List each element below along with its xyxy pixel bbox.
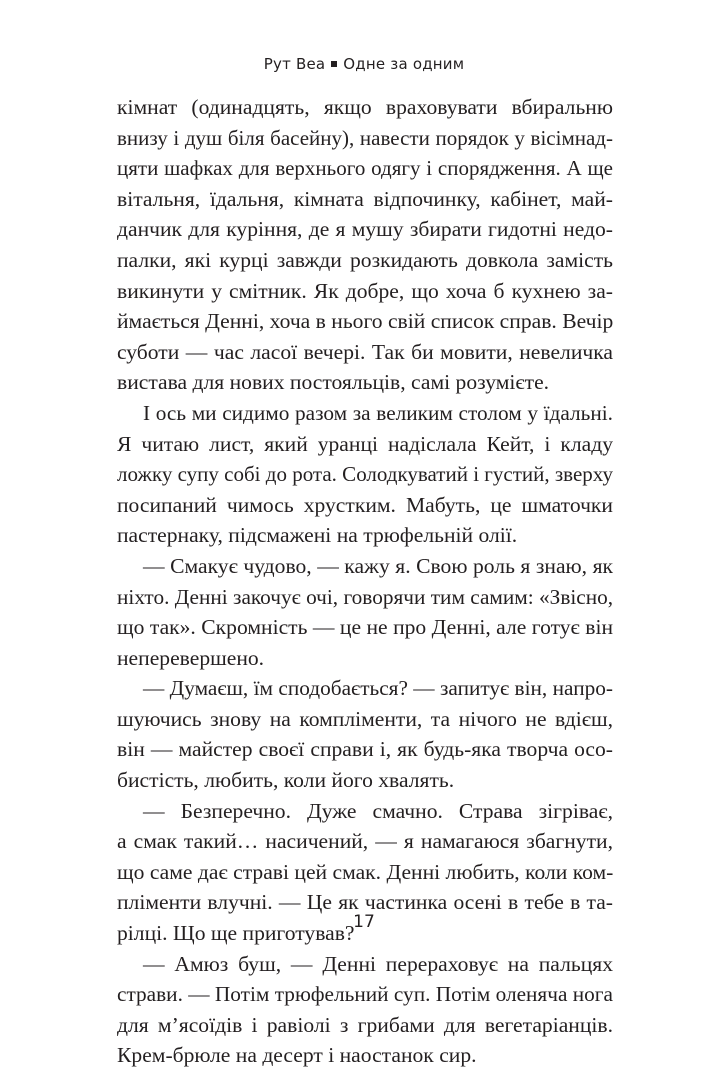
- text-line: шуючись знову на компліменти, та нічого не вдієш,: [117, 706, 613, 731]
- text-line: — Амюз буш, — Денні перераховує на пальцях: [143, 951, 613, 976]
- paragraph: [117, 673, 613, 795]
- text-line: вітальня, їдальня, кімната відпочинку, кабінет, май-: [117, 186, 613, 211]
- paragraph: [117, 92, 613, 398]
- text-line: викинути у смітник. Як добре, що хоча б кухнею за-: [117, 278, 613, 303]
- text-line: рілці. Що ще приготував?: [117, 921, 355, 946]
- text-line: І ось ми сидимо разом за великим столом у їдальні.: [143, 400, 613, 425]
- paragraph: [117, 551, 613, 673]
- text-line: палки, які курці завжди розкидають довкола замість: [117, 247, 613, 272]
- text-line: цяти шафках для верхнього одягу і спорядження. А ще: [117, 156, 613, 181]
- text-line: данчик для куріння, де я мушу збирати гидотні недо-: [117, 217, 613, 242]
- text-line: ймається Денні, хоча в нього свій список справ. Вечір: [117, 309, 614, 334]
- text-line: суботи — час ласої вечері. Так би мовити, невеличка: [117, 339, 613, 364]
- header-separator-square: [331, 61, 337, 67]
- text-line: що так». Скромність — це не про Денні, але готує він: [117, 615, 613, 640]
- text-line: Крем-брюле на десерт і наостанок сир.: [117, 1043, 477, 1068]
- text-line: неперевершено.: [117, 645, 265, 670]
- text-line: Я читаю лист, який уранці надіслала Кейт, і кладу: [117, 431, 613, 456]
- text-line: пліменти влучні. — Це як частинка осені в тебе в та-: [117, 890, 613, 915]
- text-line: страви. — Потім трюфельний суп. Потім оленяча нога: [117, 982, 613, 1007]
- text-line: — Смакує чудово, — кажу я. Свою роль я знаю, як: [143, 553, 613, 578]
- text-line: посипаний чимось хрустким. Мабуть, це шматочки: [117, 492, 613, 517]
- text-line: ложку супу собі до рота. Солодкуватий і густий, зверху: [117, 462, 613, 487]
- text-line: він — майстер своєї справи і, як будь-яка творча осо-: [117, 737, 613, 762]
- header-title: Одне за одним: [343, 55, 465, 73]
- text-line: кімнат (одинадцять, якщо враховувати вбиральню: [117, 95, 613, 119]
- text-line: а смак такий… насичений, — я намагаюся збагнути,: [117, 829, 613, 854]
- paragraph: [117, 398, 613, 551]
- header-author: Рут Веа: [263, 55, 326, 73]
- text-line: бистість, любить, коли його хвалять.: [117, 768, 455, 793]
- text-line: — Думаєш, їм сподобається? — запитує він, напро-: [143, 676, 613, 701]
- text-line: вистава для нових постояльців, самі розумієте.: [117, 370, 550, 395]
- page-number: 17: [353, 912, 375, 932]
- paragraph: [117, 949, 613, 1071]
- running-header: [0, 55, 728, 73]
- text-line: ніхто. Денні закочує очі, говорячи тим самим: «Звісно,: [117, 584, 614, 609]
- text-line: — Безперечно. Дуже смачно. Страва зігріває,: [143, 798, 613, 823]
- text-line: для м’ясоїдів і равіолі з грибами для вегетаріанців.: [117, 1012, 613, 1037]
- text-line: внизу і душ біля басейну), навести порядок у вісімнад-: [117, 125, 613, 150]
- text-line: пастернаку, підсмажені на трюфельній олії.: [117, 523, 518, 548]
- text-line: що саме дає страві цей смак. Денні любить, коли ком-: [117, 859, 614, 884]
